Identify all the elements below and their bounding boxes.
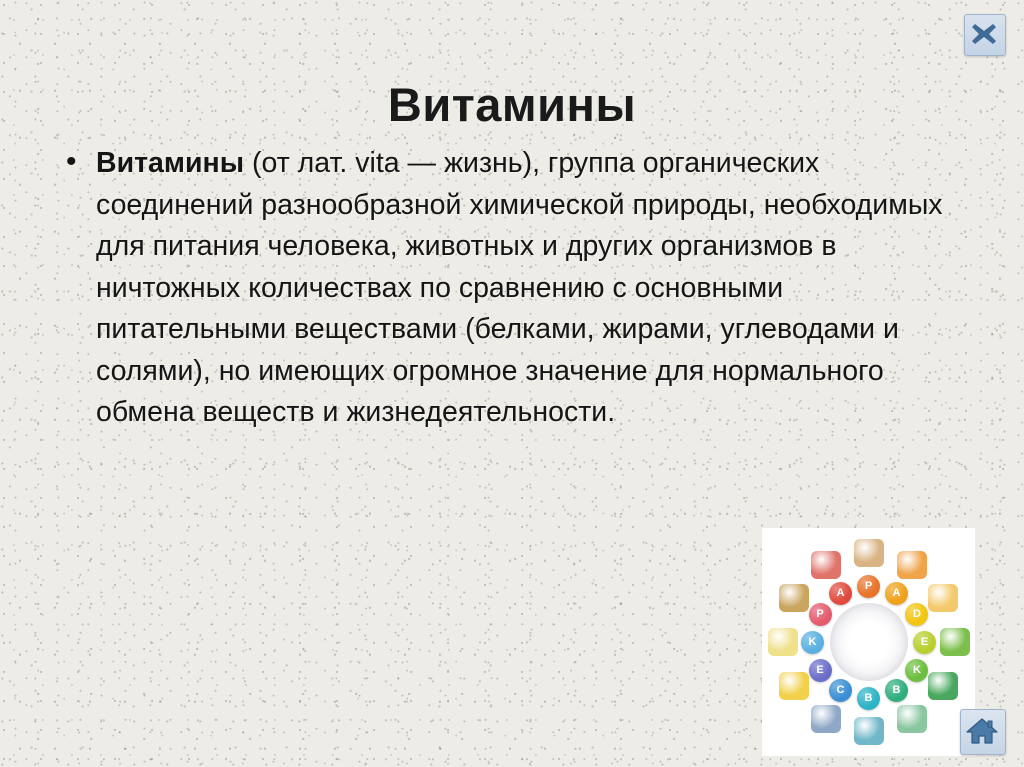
close-button[interactable] xyxy=(964,14,1006,56)
vitamin-wheel xyxy=(762,528,975,756)
food-item xyxy=(928,584,958,612)
vitamin-badge: A xyxy=(829,582,852,605)
bullet-lead-term: Витамины xyxy=(96,147,245,179)
bullet-list xyxy=(56,143,946,434)
bullet-text xyxy=(96,143,946,434)
food-item xyxy=(940,628,970,656)
food-item xyxy=(854,539,884,567)
food-item xyxy=(811,705,841,733)
food-item xyxy=(779,584,809,612)
vitamin-badge: A xyxy=(885,582,908,605)
vitamin-wheel-image xyxy=(762,528,975,756)
vitamin-badge: K xyxy=(905,659,928,682)
vitamin-badge: C xyxy=(829,679,852,702)
home-button[interactable] xyxy=(960,709,1006,755)
food-item xyxy=(811,551,841,579)
food-item xyxy=(768,628,798,656)
home-icon xyxy=(961,710,1005,752)
vitamin-badge: B xyxy=(857,687,880,710)
food-item xyxy=(928,672,958,700)
wheel-center-glow xyxy=(830,603,908,681)
close-icon xyxy=(965,15,1005,53)
page-title: Витамины xyxy=(387,78,637,132)
bullet-body-text: (от лат. vita — жизнь), группа органических соединений разнообразной химической природы, необходимых для питания человека, животных и других организмов в ничтожных количествах по сравнению с основными питательными веществами (белками, жирами, углеводами и солями), но имеющих огромное значение для нормального обмена веществ и жизнедеятельности. xyxy=(96,147,943,428)
vitamin-badge: K xyxy=(801,631,824,654)
list-item xyxy=(96,143,946,434)
vitamin-badge: P xyxy=(809,603,832,626)
vitamin-badge: E xyxy=(913,631,936,654)
vitamin-badge: E xyxy=(809,659,832,682)
vitamin-badge: P xyxy=(857,575,880,598)
food-item xyxy=(854,717,884,745)
food-item xyxy=(897,705,927,733)
food-item xyxy=(897,551,927,579)
food-item xyxy=(779,672,809,700)
vitamin-badge: D xyxy=(905,603,928,626)
vitamin-badge: B xyxy=(885,679,908,702)
slide-body xyxy=(56,143,946,434)
